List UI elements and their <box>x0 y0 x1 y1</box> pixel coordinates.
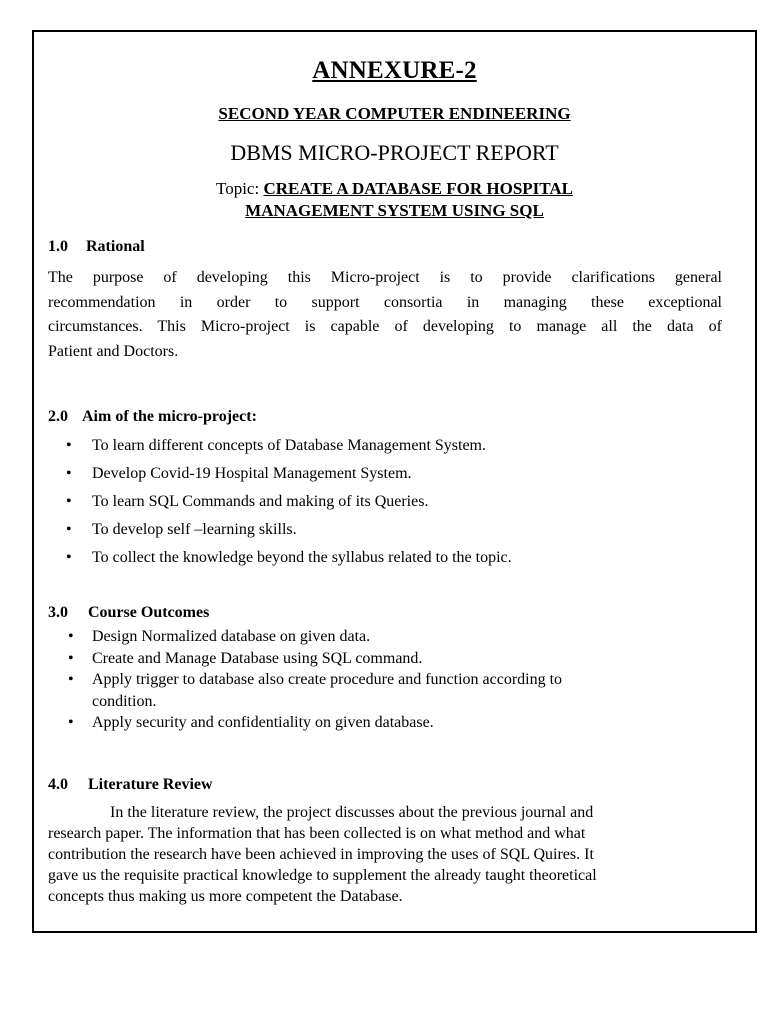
list-item: • To learn SQL Commands and making of its Queries. <box>66 493 429 510</box>
paragraph-line: circumstances. This Micro-project is capable of developing to manage all the data of <box>48 318 722 335</box>
topic-label: Topic: <box>216 179 264 198</box>
paragraph-line: research paper. The information that has been collected is on what method and what <box>48 825 586 842</box>
section-title: Aim of the micro-project: <box>82 408 257 425</box>
list-item: • Apply trigger to database also create procedure and function according to condition. <box>68 669 728 712</box>
list-item: • Develop Covid-19 Hospital Management System. <box>66 465 412 482</box>
section-heading-outcomes <box>48 604 209 622</box>
section-number: 1.0 <box>48 238 68 255</box>
rational-paragraph <box>48 266 722 364</box>
bullet-icon: • <box>66 465 72 482</box>
section-title: Literature Review <box>88 776 213 793</box>
aim-list <box>66 437 726 577</box>
topic-line-2: MANAGEMENT SYSTEM USING SQL <box>245 201 544 220</box>
topic-line-1: CREATE A DATABASE FOR HOSPITAL <box>263 179 573 198</box>
bullet-icon: • <box>68 714 74 731</box>
section-heading-aim <box>48 408 257 426</box>
list-item: • To learn different concepts of Database Management System. <box>66 437 486 454</box>
bullet-icon: • <box>66 521 72 538</box>
topic <box>34 178 755 222</box>
section-heading-rational <box>48 238 145 256</box>
bullet-icon: • <box>66 437 72 454</box>
list-item: • Create and Manage Database using SQL command. <box>68 648 728 670</box>
bullet-icon: • <box>68 671 74 688</box>
section-number: 3.0 <box>48 604 68 621</box>
section-title: Rational <box>86 238 145 255</box>
outcomes-list <box>68 626 728 734</box>
bullet-icon: • <box>68 628 74 645</box>
list-item: • To collect the knowledge beyond the syllabus related to the topic. <box>66 549 512 566</box>
section-title: Course Outcomes <box>88 604 210 621</box>
paragraph-line: concepts thus making us more competent the Database. <box>48 888 403 905</box>
literature-paragraph <box>48 802 738 907</box>
page-frame <box>32 30 757 933</box>
bullet-icon: • <box>66 549 72 566</box>
section-number: 4.0 <box>48 776 68 793</box>
list-item: • Design Normalized database on given data. <box>68 626 728 648</box>
list-item: • Apply security and confidentiality on given database. <box>68 712 728 734</box>
bullet-icon: • <box>66 493 72 510</box>
page-title: ANNEXURE-2 <box>312 57 477 84</box>
section-number: 2.0 <box>48 408 68 425</box>
paragraph-line: recommendation in order to support consortia in managing these exceptional <box>48 293 722 311</box>
paragraph-line: gave us the requisite practical knowledge to supplement the already taught theoretical <box>48 867 597 884</box>
paragraph-line: contribution the research have been achieved in improving the uses of SQL Quires. It <box>48 846 594 863</box>
paragraph-line: The purpose of developing this Micro-project is to provide clarifications general <box>48 269 722 286</box>
section-heading-literature <box>48 776 213 794</box>
list-item-continuation: condition. <box>92 692 157 710</box>
paragraph-line: In the literature review, the project discusses about the previous journal and <box>110 804 594 821</box>
list-item: • To develop self –learning skills. <box>66 521 297 538</box>
report-title: DBMS MICRO-PROJECT REPORT <box>230 140 559 165</box>
bullet-icon: • <box>68 649 74 667</box>
paragraph-line: Patient and Doctors. <box>48 342 179 360</box>
subtitle: SECOND YEAR COMPUTER ENDINEERING <box>218 104 571 123</box>
